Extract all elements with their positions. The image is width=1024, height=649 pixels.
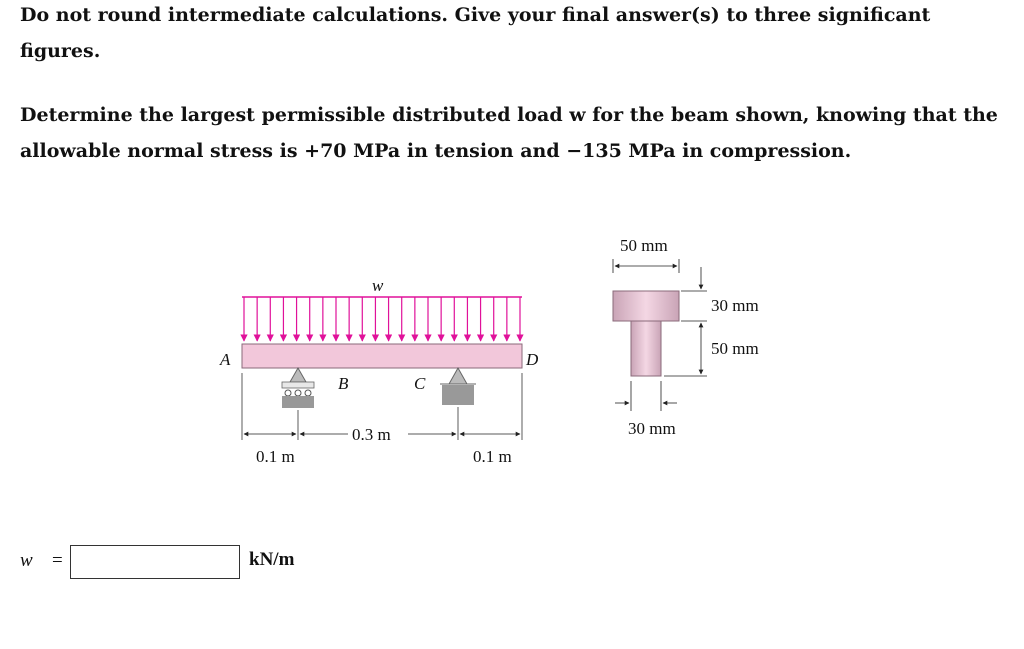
roller-support-b <box>282 368 314 408</box>
dim-right-label: 0.1 m <box>473 447 512 466</box>
point-c-label: C <box>414 374 426 393</box>
flange-width-label: 50 mm <box>620 236 668 255</box>
point-a-label: A <box>220 350 231 369</box>
point-d-label: D <box>526 350 539 369</box>
distributed-load-arrows <box>244 297 520 341</box>
flange-thickness-label: 30 mm <box>711 296 759 315</box>
web-width-label: 30 mm <box>628 419 676 438</box>
answer-unit: kN/m <box>249 549 295 570</box>
beam-diagram <box>200 215 820 485</box>
beam <box>242 344 522 368</box>
point-b-label: B <box>338 374 349 393</box>
answer-label: w <box>20 550 33 571</box>
instructions-text: Do not round intermediate calculations. Give your final answer(s) to three significant figures. <box>20 4 931 62</box>
problem-statement: Determine the largest permissible distributed load w for the beam shown, knowing that the allowable normal stress is +70 MPa in tension and −135 MPa in compression. <box>20 104 998 162</box>
t-cross-section <box>613 291 679 376</box>
web-height-label: 50 mm <box>711 339 759 358</box>
load-label: w <box>372 276 384 295</box>
dim-left-label: 0.1 m <box>256 447 295 466</box>
answer-equals: = <box>52 550 63 571</box>
answer-input[interactable] <box>70 545 240 579</box>
pin-support-c <box>440 368 476 405</box>
answer-row <box>16 540 416 586</box>
dim-middle-label: 0.3 m <box>352 425 391 444</box>
